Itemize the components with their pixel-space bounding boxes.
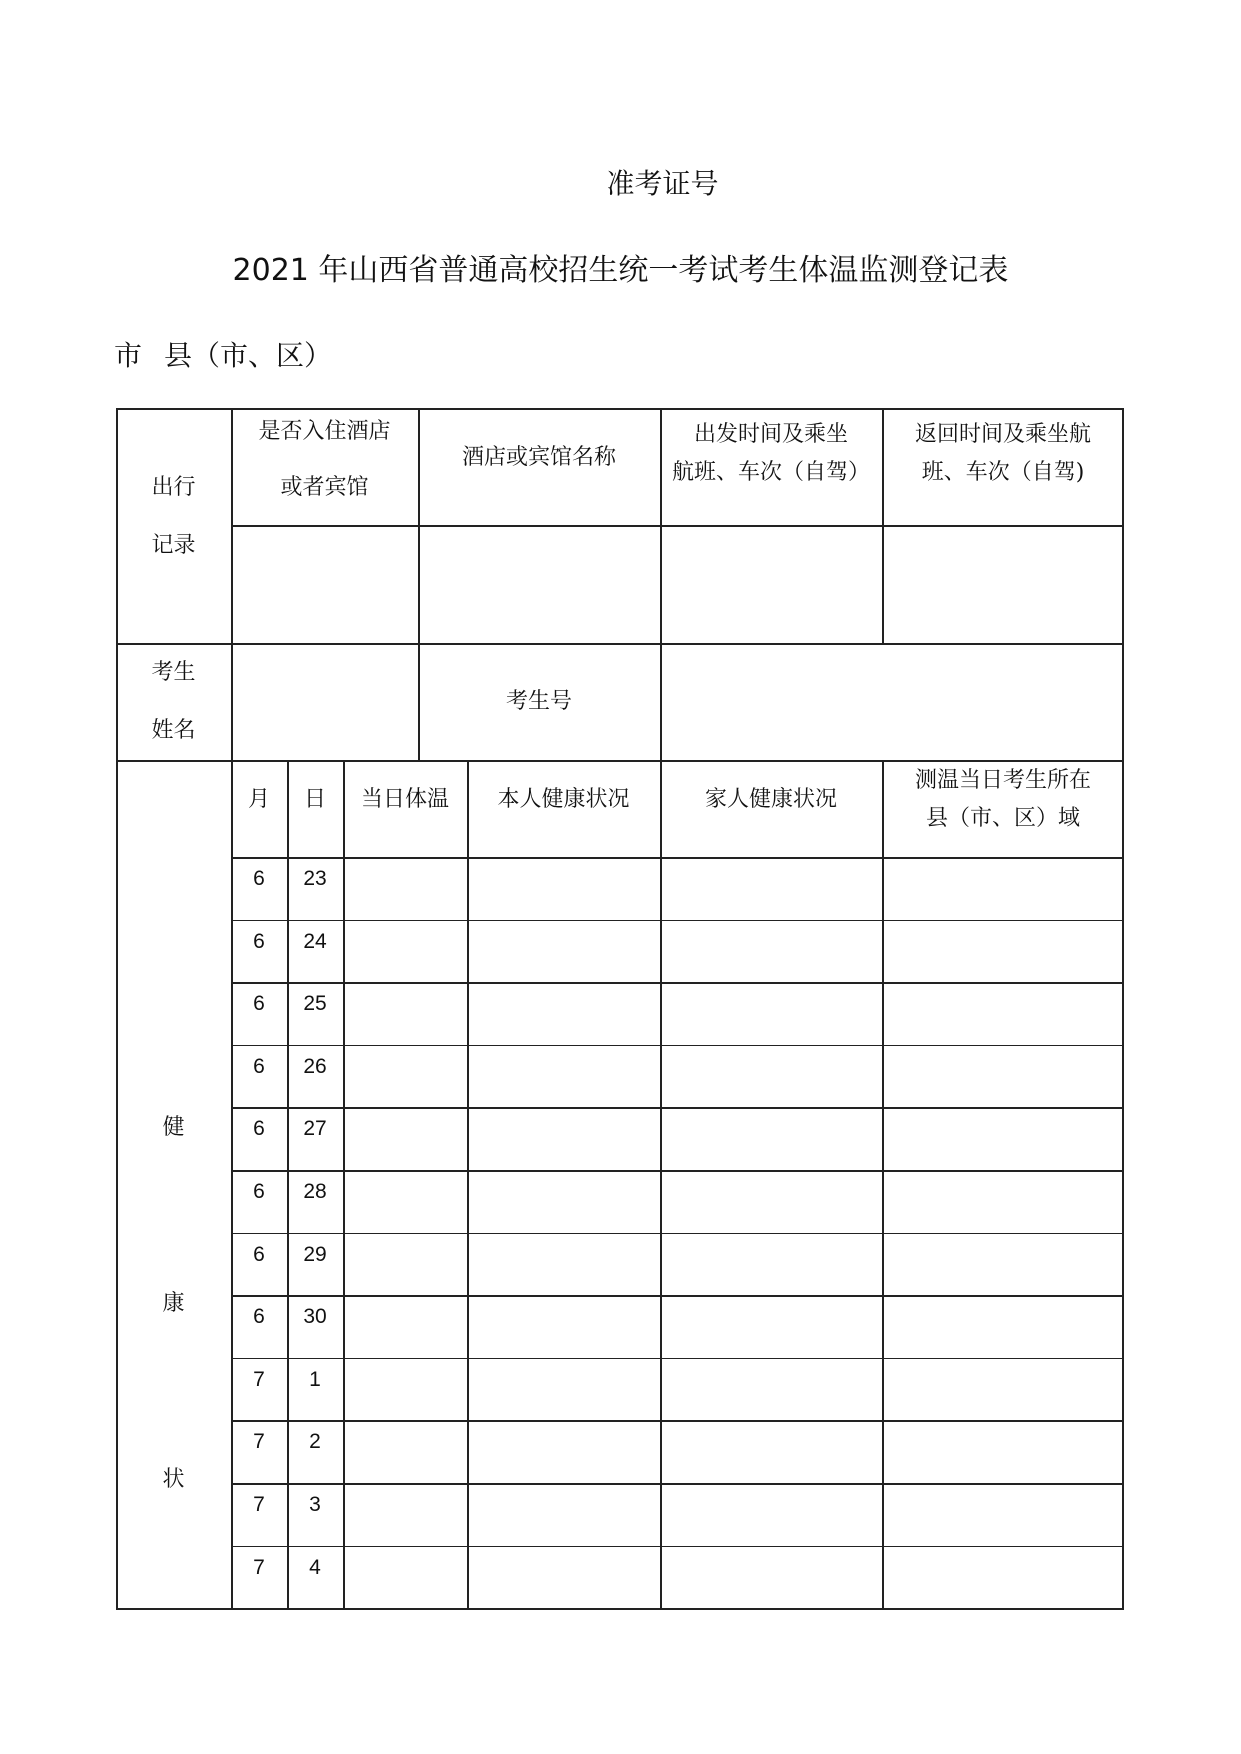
row-temperature-input[interactable] — [343, 859, 467, 918]
row-temperature-input[interactable] — [343, 1235, 467, 1294]
area-header — [882, 760, 1124, 840]
travel-section-label-2: 记录 — [151, 533, 196, 558]
departure-header-line2: 航班、车次（自驾） — [671, 460, 870, 485]
family-health-header: 家人健康状况 — [704, 787, 837, 812]
row-family-health-input[interactable] — [660, 1172, 882, 1231]
row-temperature-input[interactable] — [343, 1109, 467, 1168]
row-month: 6 — [253, 1242, 265, 1266]
row-self-health-input[interactable] — [467, 1548, 660, 1607]
row-self-health-input[interactable] — [467, 1172, 660, 1231]
student-name-label-line2: 姓名 — [151, 717, 196, 743]
row-day: 3 — [309, 1493, 321, 1516]
row-month: 7 — [253, 1430, 265, 1454]
row-area-input[interactable] — [882, 922, 1124, 981]
row-day: 27 — [303, 1117, 327, 1141]
row-family-health-input[interactable] — [660, 1485, 882, 1544]
row-family-health-input[interactable] — [660, 1360, 882, 1419]
row-day: 4 — [309, 1555, 321, 1579]
row-temperature-input[interactable] — [343, 1485, 467, 1544]
city-label: 市 — [114, 339, 143, 372]
row-self-health-input[interactable] — [467, 1297, 660, 1356]
hotel-name-header: 酒店或宾馆名称 — [461, 445, 616, 470]
row-temperature-input[interactable] — [343, 984, 467, 1043]
row-family-health-input[interactable] — [660, 1109, 882, 1168]
hotel-stay-header — [231, 408, 418, 525]
row-area-input[interactable] — [882, 1360, 1124, 1419]
row-family-health-input[interactable] — [660, 984, 882, 1043]
row-month: 7 — [253, 1493, 265, 1516]
hotel-name-input[interactable] — [418, 525, 660, 643]
row-self-health-input[interactable] — [467, 1109, 660, 1168]
row-month: 6 — [253, 1180, 265, 1203]
return-header-line1: 返回时间及乘坐航 — [914, 422, 1091, 447]
departure-input[interactable] — [660, 525, 882, 643]
student-name-input[interactable] — [231, 643, 418, 760]
hotel-stay-input[interactable] — [231, 525, 418, 643]
row-area-input[interactable] — [882, 1297, 1124, 1356]
health-section-char-1: 健 — [162, 1115, 185, 1140]
row-temperature-input[interactable] — [343, 1548, 467, 1607]
month-header: 月 — [247, 787, 270, 812]
row-area-input[interactable] — [882, 1172, 1124, 1231]
row-day: 30 — [303, 1305, 327, 1329]
row-self-health-input[interactable] — [467, 1360, 660, 1419]
page-title: 2021 年山西省普通高校招生统一考试考生体温监测登记表 — [232, 253, 1009, 288]
row-self-health-input[interactable] — [467, 1047, 660, 1106]
hotel-stay-header-line1: 是否入住酒店 — [258, 418, 391, 444]
registration-table — [116, 408, 1124, 1609]
row-day: 24 — [303, 929, 327, 953]
student-number-input[interactable] — [660, 643, 1124, 760]
row-month: 7 — [253, 1555, 265, 1579]
area-header-line2: 县（市、区）域 — [925, 806, 1080, 831]
travel-section-label: 出行 — [151, 475, 196, 500]
row-self-health-input[interactable] — [467, 922, 660, 981]
row-month: 6 — [253, 992, 265, 1016]
row-area-input[interactable] — [882, 1109, 1124, 1168]
row-temperature-input[interactable] — [343, 1172, 467, 1231]
student-name-label — [116, 643, 231, 760]
return-header-line2: 班、车次（自驾) — [921, 460, 1085, 485]
row-family-health-input[interactable] — [660, 1235, 882, 1294]
row-month: 6 — [253, 1305, 265, 1329]
row-area-input[interactable] — [882, 984, 1124, 1043]
row-family-health-input[interactable] — [660, 1047, 882, 1106]
row-area-input[interactable] — [882, 1422, 1124, 1481]
health-section-char-2: 康 — [162, 1291, 185, 1316]
hotel-stay-header-line2: 或者宾馆 — [280, 474, 369, 500]
day-header: 日 — [303, 787, 326, 812]
row-self-health-input[interactable] — [467, 1422, 660, 1481]
ticket-number-label: 准考证号 — [606, 167, 719, 200]
row-family-health-input[interactable] — [660, 859, 882, 918]
row-month: 6 — [253, 1054, 265, 1078]
self-health-header: 本人健康状况 — [497, 787, 630, 812]
return-header — [882, 408, 1124, 500]
row-area-input[interactable] — [882, 1548, 1124, 1607]
row-self-health-input[interactable] — [467, 859, 660, 918]
health-section-char-3: 状 — [162, 1467, 185, 1492]
row-temperature-input[interactable] — [343, 1297, 467, 1356]
row-month: 6 — [253, 1117, 265, 1141]
area-header-line1: 测温当日考生所在 — [914, 768, 1091, 793]
return-input[interactable] — [882, 525, 1124, 643]
row-family-health-input[interactable] — [660, 922, 882, 981]
row-month: 7 — [253, 1367, 265, 1391]
county-label: 县（市、区） — [164, 339, 333, 372]
departure-header-line1: 出发时间及乘坐 — [693, 422, 848, 447]
row-family-health-input[interactable] — [660, 1422, 882, 1481]
row-self-health-input[interactable] — [467, 984, 660, 1043]
row-family-health-input[interactable] — [660, 1548, 882, 1607]
row-day: 26 — [303, 1054, 327, 1078]
row-day: 2 — [309, 1430, 321, 1454]
row-month: 6 — [253, 929, 265, 953]
location-line — [114, 338, 332, 374]
row-day: 23 — [303, 867, 327, 890]
student-number-label: 考生号 — [505, 688, 572, 714]
row-day: 25 — [303, 992, 327, 1016]
row-day: 28 — [303, 1180, 327, 1203]
row-self-health-input[interactable] — [467, 1235, 660, 1294]
departure-header — [660, 408, 882, 500]
row-area-input[interactable] — [882, 1235, 1124, 1294]
row-temperature-input[interactable] — [343, 1047, 467, 1106]
row-area-input[interactable] — [882, 1485, 1124, 1544]
row-self-health-input[interactable] — [467, 1485, 660, 1544]
row-month: 6 — [253, 867, 265, 890]
row-temperature-input[interactable] — [343, 922, 467, 981]
row-temperature-input[interactable] — [343, 1360, 467, 1419]
row-area-input[interactable] — [882, 1047, 1124, 1106]
row-day: 29 — [303, 1242, 327, 1266]
student-name-label-line1: 考生 — [151, 659, 196, 685]
row-day: 1 — [309, 1367, 321, 1391]
row-temperature-input[interactable] — [343, 1422, 467, 1481]
temperature-header: 当日体温 — [360, 787, 449, 812]
row-area-input[interactable] — [882, 859, 1124, 918]
row-family-health-input[interactable] — [660, 1297, 882, 1356]
